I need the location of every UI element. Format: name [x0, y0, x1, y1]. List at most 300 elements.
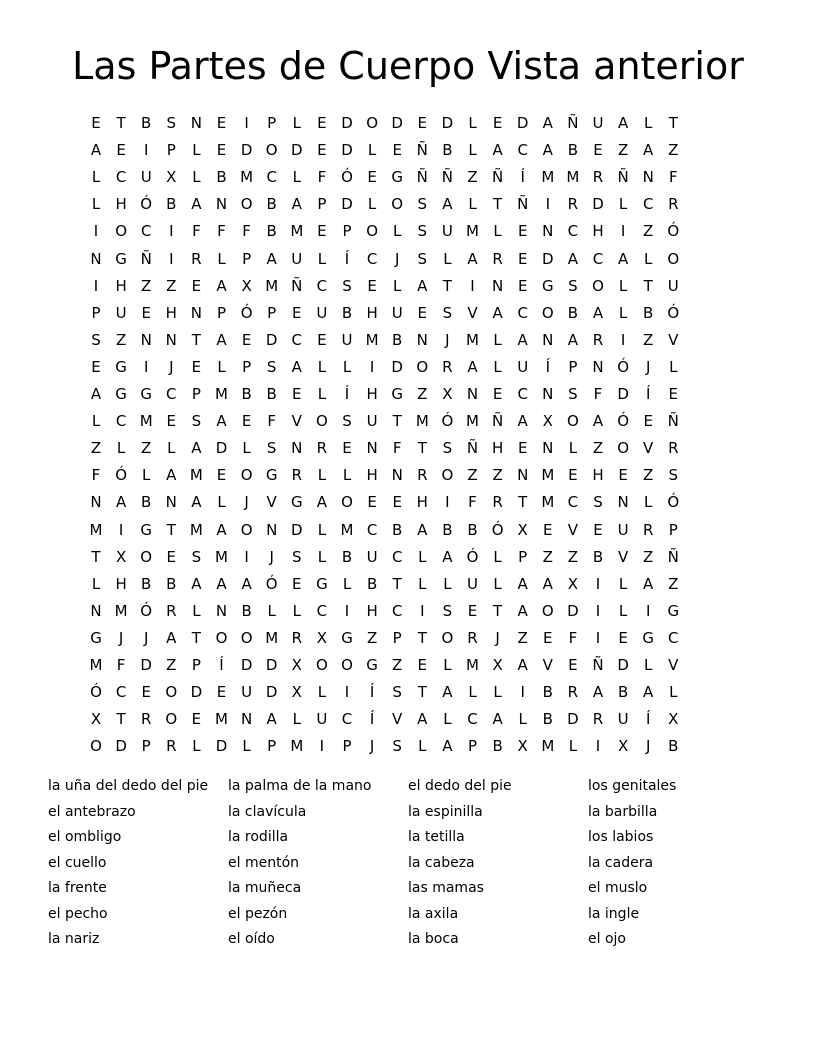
grid-letter: L [644, 493, 653, 512]
grid-letter: P [392, 628, 402, 647]
grid-letter: N [517, 466, 529, 485]
grid-letter: E [342, 439, 352, 458]
grid-letter: G [667, 601, 680, 620]
grid-letter: R [567, 683, 579, 702]
grid-letter: I [420, 601, 425, 620]
grid-letter: G [140, 520, 152, 539]
grid-letter: F [593, 385, 603, 403]
grid-letter: A [216, 412, 227, 431]
grid-letter: B [617, 683, 629, 702]
grid-letter: C [567, 493, 579, 512]
grid-letter: N [165, 330, 177, 349]
grid-letter: C [316, 601, 328, 620]
grid-letter: Í [344, 385, 350, 403]
word-list-item: la nariz [48, 931, 100, 947]
grid-letter: Ó [617, 412, 629, 431]
grid-letter: F [468, 493, 477, 512]
grid-letter: D [617, 385, 629, 403]
grid-letter: U [617, 710, 629, 729]
grid-letter: O [541, 601, 554, 620]
grid-letter: M [541, 493, 555, 512]
grid-letter: V [668, 330, 679, 349]
grid-letter: U [517, 357, 529, 376]
grid-letter: T [392, 412, 402, 431]
letter-grid [84, 110, 734, 760]
grid-letter: L [317, 385, 327, 403]
grid-letter: E [191, 710, 202, 729]
grid-letter: P [267, 114, 277, 132]
grid-letter: A [442, 195, 453, 214]
word-list-item: el pezón [228, 905, 288, 922]
grid-letter: H [165, 303, 177, 322]
grid-letter: G [290, 493, 303, 512]
grid-letter: S [166, 114, 177, 132]
grid-letter: C [266, 168, 277, 187]
grid-letter: B [341, 547, 353, 566]
grid-letter: Ó [265, 574, 278, 593]
grid-letter: S [342, 276, 352, 295]
grid-letter: L [493, 574, 502, 593]
grid-letter: J [369, 737, 375, 756]
grid-letter: A [266, 710, 277, 729]
grid-letter: M [139, 412, 153, 431]
grid-letter: I [595, 737, 601, 756]
grid-letter: A [90, 141, 102, 160]
grid-letter: E [216, 114, 227, 132]
grid-letter: Z [115, 330, 127, 349]
grid-letter: Ó [667, 303, 680, 322]
grid-letter: I [344, 683, 350, 702]
grid-letter: N [491, 276, 504, 295]
grid-letter: H [115, 574, 127, 593]
grid-letter: F [91, 466, 101, 485]
grid-letter: V [668, 656, 679, 674]
grid-letter: L [367, 141, 377, 160]
grid-letter: P [166, 141, 176, 160]
grid-letter: L [518, 710, 527, 729]
grid-letter: D [265, 683, 278, 702]
grid-letter: A [241, 574, 252, 593]
grid-letter: Ñ [517, 195, 529, 214]
grid-letter: Z [643, 547, 654, 566]
grid-letter: R [492, 493, 503, 512]
grid-letter: M [114, 601, 128, 620]
grid-letter: R [668, 439, 679, 458]
grid-letter: H [592, 222, 604, 241]
grid-letter: Ó [617, 357, 629, 376]
grid-letter: H [115, 195, 127, 214]
grid-letter: E [593, 141, 603, 160]
grid-letter: U [140, 168, 152, 187]
grid-letter: S [417, 195, 428, 214]
grid-letter: L [367, 195, 377, 214]
grid-letter: N [542, 385, 554, 403]
grid-letter: O [566, 412, 579, 431]
grid-letter: L [493, 683, 502, 702]
grid-letter: Í [369, 710, 375, 729]
grid-letter: U [441, 222, 453, 241]
grid-letter: S [417, 222, 428, 241]
grid-letter: A [191, 439, 202, 458]
grid-letter: M [265, 276, 279, 295]
grid-letter: E [141, 303, 151, 322]
grid-letter: U [115, 303, 127, 322]
grid-letter: A [166, 628, 177, 647]
grid-letter: N [542, 330, 554, 349]
grid-letter: I [169, 249, 174, 268]
grid-letter: R [592, 710, 604, 729]
grid-letter: B [266, 222, 277, 241]
word-list-item: la muñeca [228, 880, 302, 896]
grid-letter: O [541, 303, 554, 322]
grid-letter: B [567, 141, 579, 160]
grid-letter: B [392, 330, 403, 349]
grid-letter: B [141, 574, 152, 593]
grid-letter: O [165, 683, 178, 702]
grid-letter: Ó [115, 466, 127, 485]
grid-letter: N [291, 439, 303, 458]
grid-letter: S [417, 249, 428, 268]
grid-letter: I [595, 574, 601, 593]
grid-letter: D [341, 141, 353, 160]
grid-letter: Z [141, 439, 152, 458]
grid-letter: O [341, 656, 353, 674]
grid-letter: X [492, 656, 503, 674]
grid-letter: N [190, 303, 202, 322]
grid-letter: L [192, 601, 201, 620]
grid-letter: N [542, 222, 554, 241]
grid-letter: E [517, 222, 528, 241]
grid-letter: Í [520, 168, 525, 187]
grid-letter: C [517, 141, 528, 160]
grid-letter: C [567, 222, 579, 241]
grid-letter: J [169, 357, 174, 376]
grid-letter: C [115, 683, 127, 702]
grid-letter: T [417, 628, 427, 647]
word-list-item: la cabeza [408, 854, 475, 871]
grid-letter: S [668, 466, 679, 485]
grid-letter: A [467, 249, 478, 268]
grid-letter: H [366, 601, 378, 620]
grid-letter: Ñ [416, 141, 428, 160]
grid-letter: L [644, 249, 653, 268]
grid-letter: P [342, 222, 352, 241]
grid-letter: E [367, 276, 377, 295]
grid-letter: L [217, 357, 226, 376]
grid-letter: M [215, 547, 228, 566]
grid-letter: U [391, 303, 403, 322]
grid-letter: P [317, 195, 327, 214]
grid-letter: L [493, 222, 502, 241]
grid-letter: T [417, 439, 427, 458]
grid-letter: Í [344, 249, 350, 268]
grid-letter: S [266, 439, 277, 458]
grid-letter: L [292, 710, 301, 729]
grid-letter: M [466, 412, 479, 431]
grid-letter: Ñ [567, 114, 579, 132]
grid-letter: S [442, 439, 453, 458]
grid-letter: G [115, 357, 127, 376]
grid-letter: O [441, 466, 454, 485]
grid-letter: E [568, 466, 578, 485]
grid-letter: M [415, 412, 429, 431]
grid-letter: M [215, 710, 228, 729]
grid-letter: I [93, 222, 99, 241]
grid-letter: Z [141, 276, 152, 295]
grid-letter: G [316, 574, 328, 593]
grid-letter: L [618, 276, 628, 295]
grid-letter: B [166, 574, 177, 593]
grid-letter: Z [417, 385, 428, 403]
grid-letter: M [265, 628, 279, 647]
grid-letter: X [291, 656, 302, 674]
grid-letter: L [167, 439, 176, 458]
grid-letter: O [391, 195, 404, 214]
grid-letter: B [442, 141, 453, 160]
grid-letter: B [592, 547, 604, 566]
grid-letter: E [618, 628, 628, 647]
grid-letter: L [644, 114, 653, 132]
grid-letter: A [617, 249, 629, 268]
word-list-item: la boca [408, 931, 459, 947]
grid-letter: M [189, 520, 203, 539]
word-list-item: la ingle [588, 905, 640, 922]
grid-letter: S [593, 493, 603, 512]
word-list-item: el oído [228, 931, 275, 947]
grid-letter: G [115, 385, 127, 403]
grid-letter: G [642, 628, 654, 647]
grid-letter: E [517, 249, 528, 268]
grid-letter: L [468, 683, 477, 702]
grid-letter: R [442, 357, 453, 376]
grid-letter: L [342, 574, 352, 593]
grid-letter: L [493, 357, 502, 376]
grid-letter: D [341, 195, 353, 214]
word-list-item: el mentón [228, 854, 300, 871]
grid-letter: N [416, 330, 428, 349]
grid-letter: Z [617, 141, 629, 160]
grid-letter: L [468, 195, 477, 214]
grid-letter: L [242, 439, 251, 458]
grid-letter: L [317, 249, 327, 268]
grid-letter: D [240, 656, 253, 674]
grid-letter: N [266, 520, 278, 539]
grid-letter: N [391, 466, 403, 485]
grid-letter: R [191, 249, 202, 268]
grid-letter: R [166, 737, 177, 756]
grid-letter: J [645, 737, 651, 756]
grid-letter: I [620, 222, 626, 241]
grid-letter: F [217, 222, 226, 241]
grid-letter: Ó [466, 547, 479, 566]
word-list-item: los genitales [588, 778, 677, 794]
grid-letter: P [242, 357, 252, 376]
grid-letter: S [266, 357, 277, 376]
grid-letter: X [241, 276, 252, 295]
grid-letter: A [542, 114, 553, 132]
grid-letter: L [217, 493, 226, 512]
word-list-item: el ombligo [48, 829, 122, 845]
grid-letter: G [341, 628, 353, 647]
grid-letter: Ñ [291, 276, 303, 295]
grid-letter: O [90, 737, 102, 756]
grid-letter: M [189, 466, 203, 485]
grid-letter: J [495, 628, 500, 647]
grid-letter: E [241, 330, 252, 349]
grid-letter: A [592, 412, 604, 431]
grid-letter: X [166, 168, 177, 187]
grid-letter: L [91, 168, 101, 187]
grid-letter: Z [492, 466, 503, 485]
grid-letter: I [545, 195, 551, 214]
grid-letter: L [317, 520, 327, 539]
grid-letter: F [242, 222, 251, 241]
grid-letter: O [341, 493, 353, 512]
grid-letter: Ñ [667, 547, 679, 566]
grid-letter: O [366, 222, 378, 241]
grid-letter: H [366, 466, 378, 485]
grid-letter: L [618, 574, 628, 593]
grid-letter: N [165, 493, 177, 512]
grid-letter: G [391, 385, 403, 403]
grid-letter: I [645, 601, 651, 620]
grid-letter: T [392, 574, 402, 593]
grid-letter: L [669, 683, 678, 702]
grid-letter: G [115, 249, 127, 268]
grid-letter: E [668, 385, 679, 403]
grid-letter: P [91, 303, 101, 322]
grid-letter: L [493, 547, 502, 566]
grid-letter: B [392, 520, 403, 539]
grid-letter: J [118, 628, 124, 647]
grid-letter: A [517, 330, 528, 349]
grid-letter: D [265, 656, 278, 674]
grid-letter: E [517, 439, 528, 458]
grid-letter: H [592, 466, 604, 485]
grid-letter: E [116, 141, 126, 160]
grid-letter: O [240, 195, 253, 214]
grid-letter: B [166, 195, 177, 214]
grid-letter: Ñ [140, 249, 152, 268]
grid-letter: C [391, 547, 403, 566]
grid-letter: N [140, 330, 152, 349]
grid-letter: I [143, 357, 149, 376]
grid-letter: A [291, 357, 302, 376]
grid-letter: B [216, 168, 227, 187]
grid-letter: F [192, 222, 201, 241]
grid-letter: I [93, 276, 99, 295]
grid-letter: A [517, 601, 528, 620]
grid-letter: E [141, 683, 151, 702]
grid-letter: M [466, 330, 479, 349]
grid-letter: E [417, 303, 428, 322]
grid-letter: Ñ [491, 412, 504, 431]
grid-letter: T [91, 547, 101, 566]
grid-letter: A [643, 683, 654, 702]
grid-letter: E [317, 330, 327, 349]
grid-letter: U [241, 683, 253, 702]
grid-letter: M [290, 737, 304, 756]
grid-letter: H [491, 439, 504, 458]
grid-letter: Í [645, 710, 651, 729]
grid-letter: T [191, 330, 201, 349]
grid-letter: C [592, 249, 604, 268]
grid-letter: N [642, 168, 654, 187]
grid-letter: X [316, 628, 328, 647]
grid-letter: Z [668, 141, 679, 160]
grid-letter: X [668, 710, 679, 729]
grid-letter: P [242, 249, 252, 268]
grid-letter: I [244, 547, 249, 566]
grid-letter: U [366, 547, 378, 566]
grid-letter: R [291, 628, 303, 647]
grid-letter: L [468, 114, 477, 132]
grid-letter: M [365, 330, 379, 349]
grid-letter: L [443, 656, 452, 674]
grid-letter: B [492, 737, 503, 756]
grid-letter: X [617, 737, 629, 756]
grid-letter: Ó [140, 601, 153, 620]
grid-letter: A [442, 737, 453, 756]
grid-letter: T [442, 276, 452, 295]
grid-letter: I [520, 683, 525, 702]
grid-letter: E [166, 547, 177, 566]
grid-letter: C [341, 710, 353, 729]
grid-letter: Ó [140, 195, 153, 214]
grid-letter: D [391, 114, 403, 132]
grid-letter: B [266, 385, 277, 403]
grid-letter: E [191, 357, 202, 376]
grid-letter: P [568, 357, 578, 376]
word-list-item: la espinilla [408, 803, 483, 820]
grid-letter: N [190, 114, 202, 132]
grid-letter: I [595, 628, 601, 647]
grid-letter: Z [467, 168, 478, 187]
grid-letter: D [516, 114, 529, 132]
grid-letter: V [266, 493, 277, 512]
grid-letter: E [91, 114, 101, 132]
grid-letter: N [215, 195, 228, 214]
word-list-item: la barbilla [588, 803, 658, 820]
grid-letter: P [467, 737, 478, 756]
grid-letter: D [291, 141, 303, 160]
grid-letter: B [467, 520, 478, 539]
grid-letter: A [417, 710, 428, 729]
grid-letter: D [567, 710, 579, 729]
grid-letter: A [467, 357, 478, 376]
grid-letter: Ó [240, 303, 253, 322]
grid-letter: S [568, 276, 578, 295]
grid-letter: A [567, 330, 579, 349]
grid-letter: S [91, 330, 101, 349]
grid-letter: V [467, 303, 478, 322]
grid-letter: C [517, 385, 528, 403]
grid-letter: Ó [341, 168, 353, 187]
grid-letter: F [116, 656, 126, 674]
grid-letter: E [317, 114, 327, 132]
grid-letter: E [593, 520, 603, 539]
grid-letter: X [291, 683, 302, 702]
grid-letter: M [541, 737, 555, 756]
grid-letter: U [617, 520, 629, 539]
grid-letter: R [492, 249, 503, 268]
grid-letter: P [267, 303, 277, 322]
grid-letter: E [568, 656, 578, 674]
grid-letter: Z [467, 466, 478, 485]
grid-letter: Z [517, 628, 528, 647]
grid-letter: Ó [667, 222, 680, 241]
grid-letter: L [342, 357, 352, 376]
